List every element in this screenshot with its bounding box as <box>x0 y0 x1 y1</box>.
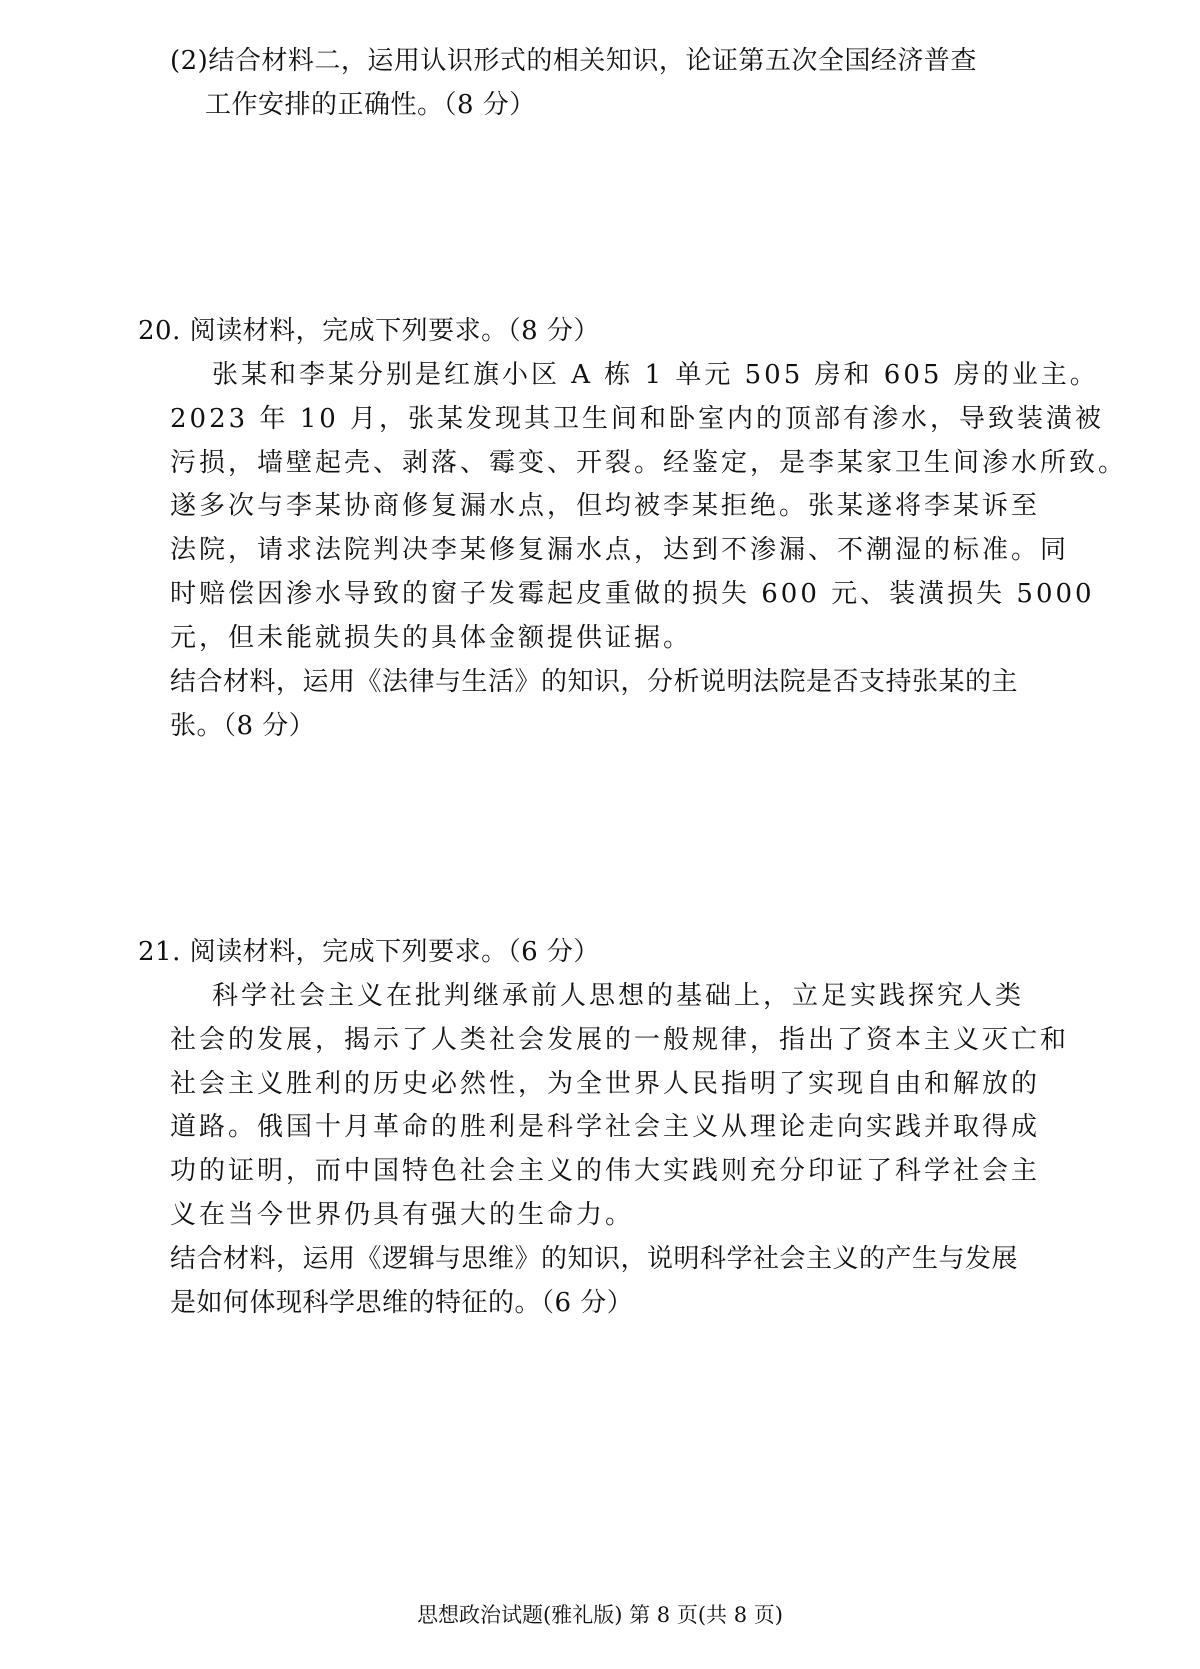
q20-heading: 20. 阅读材料，完成下列要求。（8 分） <box>138 316 600 346</box>
q20-material-line-3: 污损，墙壁起壳、剥落、霉变、开裂。经鉴定，是李某家卫生间渗水所致。 <box>170 448 1128 478</box>
q21-material-line-5: 功的证明，而中国特色社会主义的伟大实践则充分印证了科学社会主 <box>170 1156 1041 1186</box>
q20-material-line-5: 法院，请求法院判决李某修复漏水点，达到不渗漏、不潮湿的标准。同 <box>170 535 1070 565</box>
q21-material-line-4: 道路。俄国十月革命的胜利是科学社会主义从理论走向实践并取得成 <box>170 1112 1041 1142</box>
q21-material-line-3: 社会主义胜利的历史必然性，为全世界人民指明了实现自由和解放的 <box>170 1069 1041 1099</box>
q20-material-line-1: 张某和李某分别是红旗小区 A 栋 1 单元 505 房和 605 房的业主。 <box>212 360 1099 390</box>
q19-part2-line1: (2)结合材料二，运用认识形式的相关知识，论证第五次全国经济普查 <box>170 46 977 76</box>
q20-task-line2: 张。（8 分） <box>170 711 316 741</box>
q21-material-line-6: 义在当今世界仍具有强大的生命力。 <box>170 1200 635 1230</box>
q19-part2-line2: 工作安排的正确性。（8 分） <box>205 90 536 120</box>
q20-task-line1: 结合材料，运用《法律与生活》的知识，分析说明法院是否支持张某的主 <box>170 667 1019 697</box>
q20-material-line-4: 遂多次与李某协商修复漏水点，但均被李某拒绝。张某遂将李某诉至 <box>170 491 1041 521</box>
q20-material-line-7: 元，但未能就损失的具体金额提供证据。 <box>170 623 693 653</box>
q21-task-line2: 是如何体现科学思维的特征的。（6 分） <box>170 1288 634 1318</box>
q21-heading: 21. 阅读材料，完成下列要求。（6 分） <box>138 937 600 967</box>
q21-material-line-2: 社会的发展，揭示了人类社会发展的一般规律，指出了资本主义灭亡和 <box>170 1025 1070 1055</box>
q21-task-line1: 结合材料，运用《逻辑与思维》的知识，说明科学社会主义的产生与发展 <box>170 1244 1019 1274</box>
q20-material-line-6: 时赔偿因渗水导致的窗子发霉起皮重做的损失 600 元、装潢损失 5000 <box>170 579 1095 609</box>
q20-material-line-2: 2023 年 10 月，张某发现其卫生间和卧室内的顶部有渗水，导致装潢被 <box>170 404 1105 434</box>
page-footer: 思想政治试题(雅礼版) 第 8 页(共 8 页) <box>417 1603 783 1627</box>
q21-material-line-1: 科学社会主义在批判继承前人思想的基础上，立足实践探究人类 <box>212 981 1025 1011</box>
